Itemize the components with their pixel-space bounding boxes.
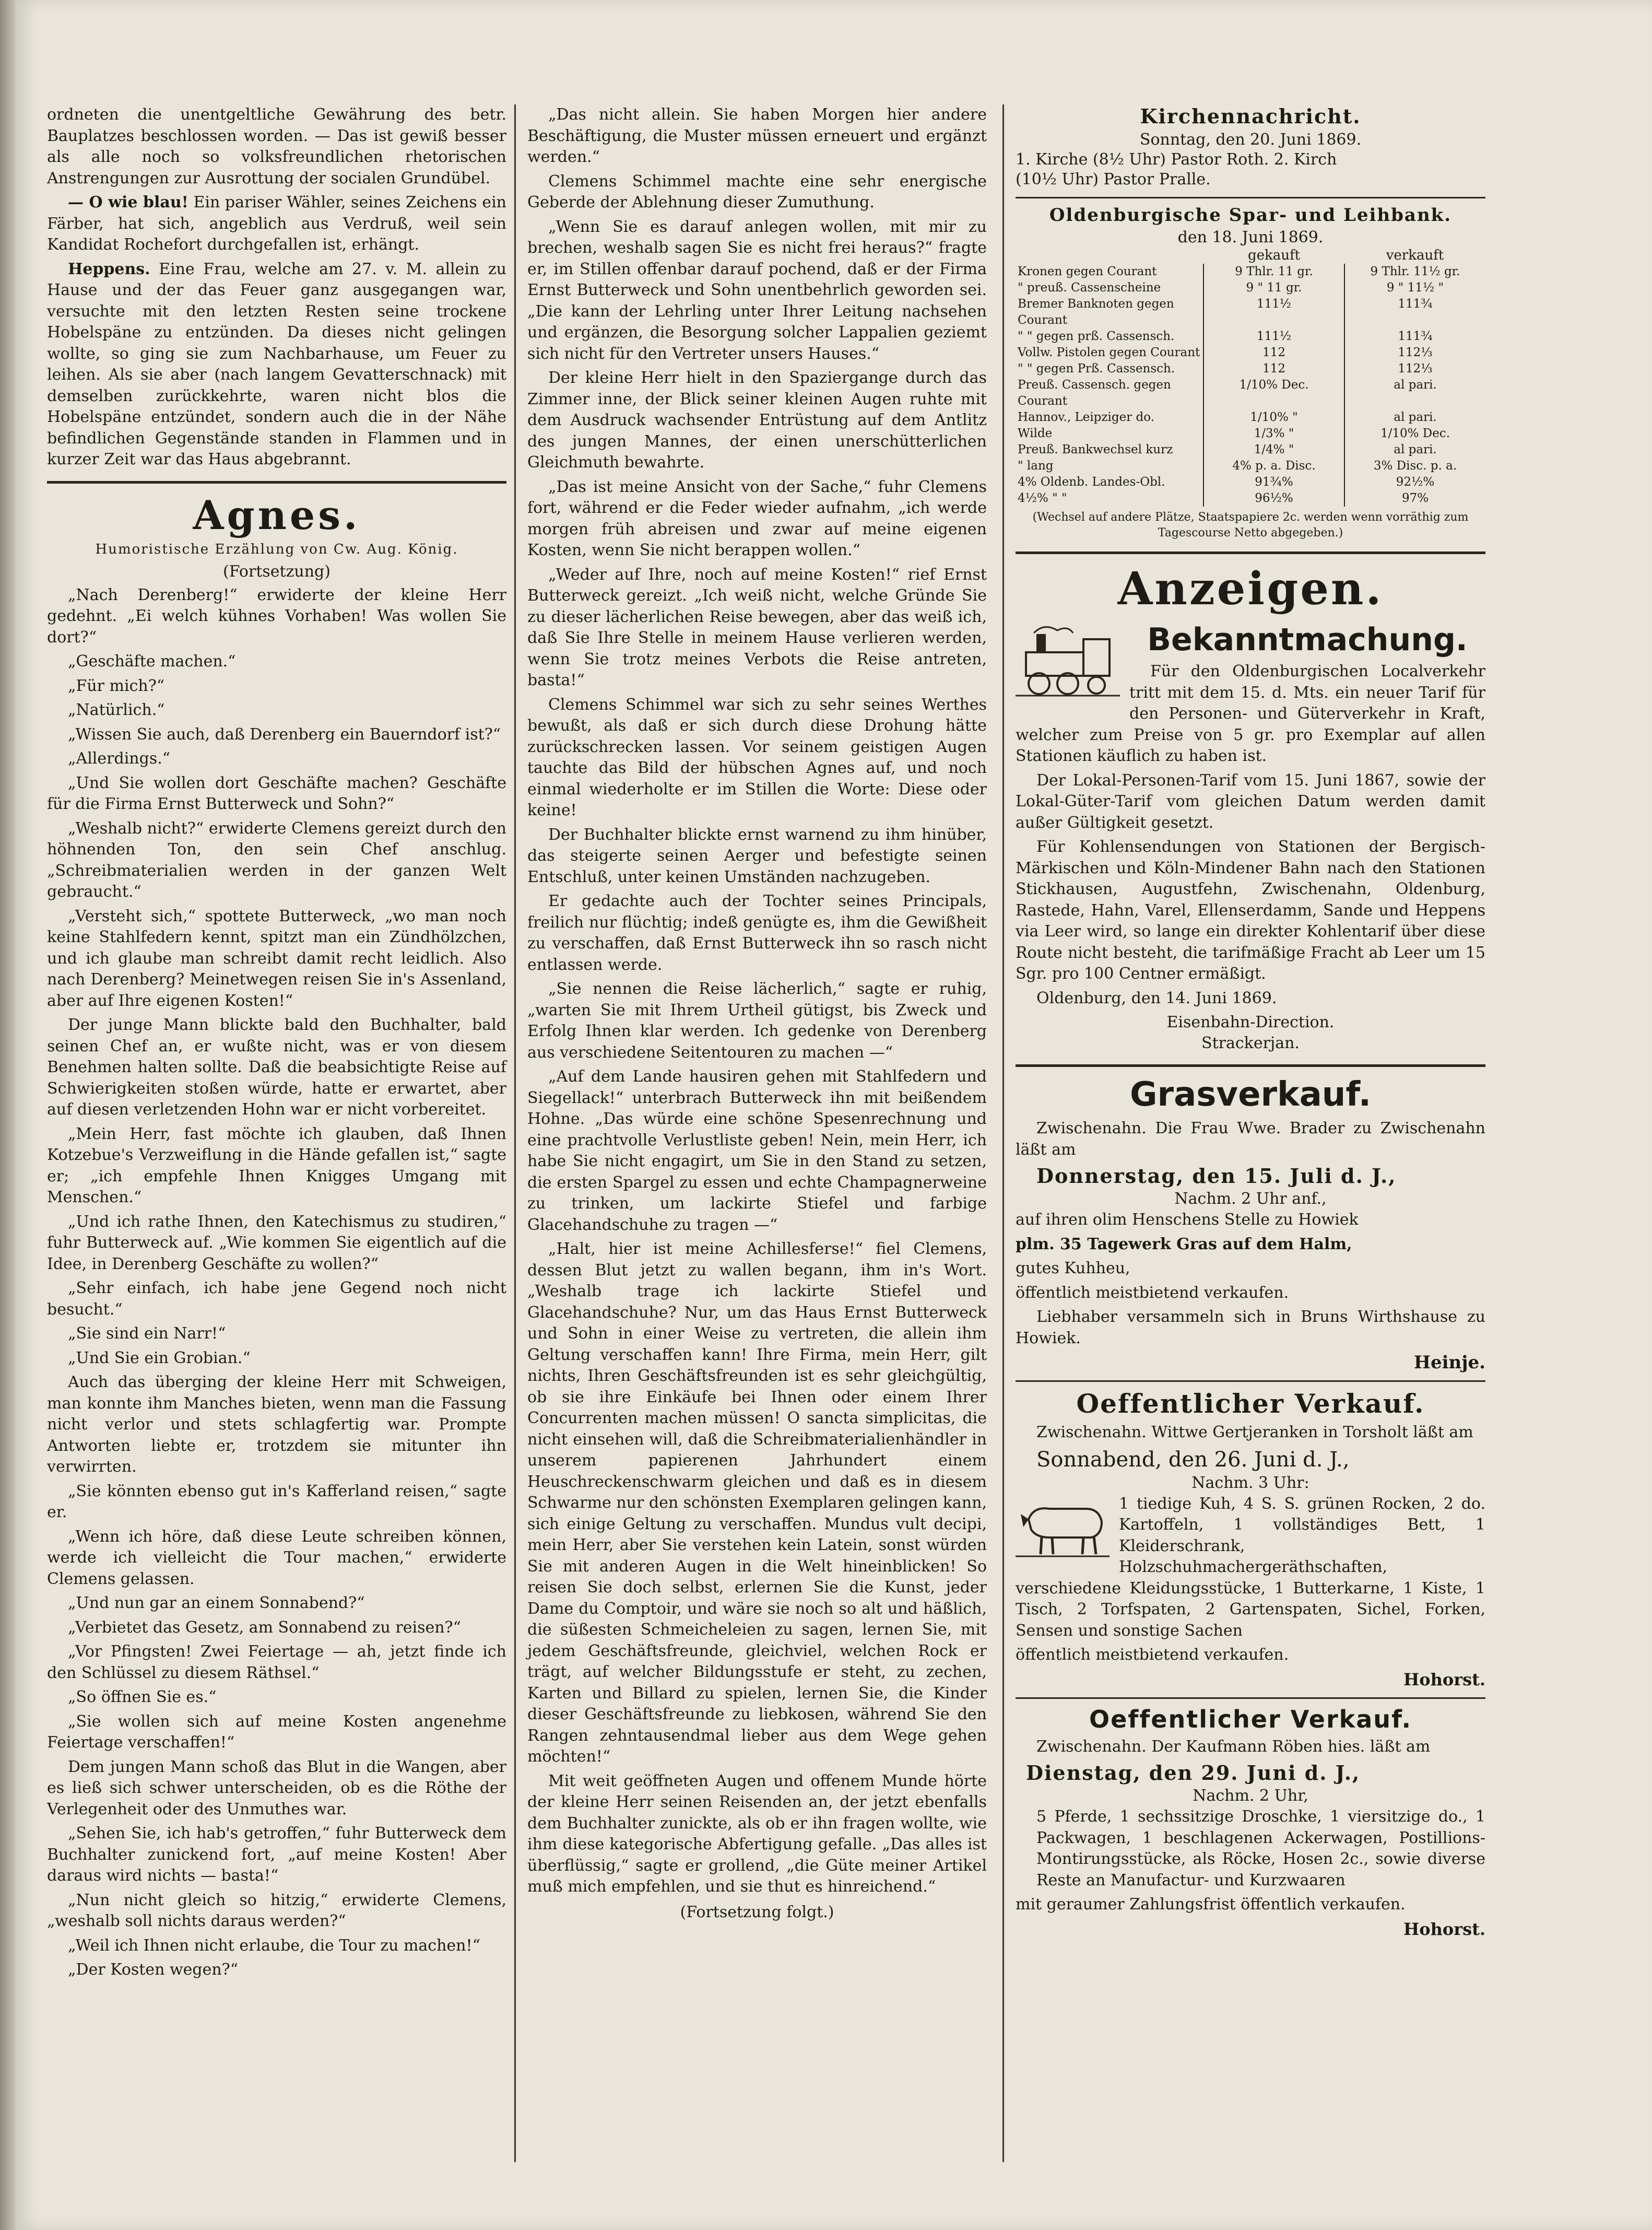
exchange-rate-table — [1016, 248, 1485, 507]
story-paragraph: „Und ich rathe Ihnen, den Katechismus zu studiren,“ fuhr Butterweck auf. „Wie kommen Sie eigentlich auf die Idee, in Derenberg Geschäfte zu wollen?“ — [47, 1212, 506, 1273]
exchange-rate-cell: " preuß. Cassenscheine — [1018, 281, 1161, 295]
story-paragraph: „Verbietet das Gesetz, am Sonnabend zu reisen?“ — [68, 1618, 461, 1637]
ad-text: plm. 35 Tagewerk Gras auf dem Halm, — [1016, 1235, 1352, 1253]
story-text — [527, 104, 987, 1898]
exchange-rate-cell: 9 " 11½ " — [1344, 280, 1485, 296]
news-text: Ein pariser Wähler, seines Zeichens ein Färber, hat sich, angeblich aus Verdruß, weil sein Kandidat Rochefort durchgefallen ist, erhängt. — [47, 193, 506, 254]
ad-time: Nachm. 3 Uhr: — [1191, 1473, 1309, 1492]
story-paragraph: Der kleine Herr hielt in den Spaziergange durch das Zimmer inne, der Blick seiner kleinen Augen ruhte mit dem Ausdruck wachsender Entrüstung auf dem Antlitz des jungen Mannes, der einen unerschütterlichen Gleichmuth bewahrte. — [527, 369, 987, 472]
ad-text: Liebhaber versammeln sich in Bruns Wirthshause zu Howiek. — [1016, 1308, 1485, 1347]
exchange-rate-row — [1016, 296, 1485, 328]
story-paragraph: „Wenn Sie es darauf anlegen wollen, mit mir zu brechen, weshalb sagen Sie es nicht frei heraus?“ fragte er, im Stillen offenbar darauf pochend, daß er der Firma Ernst Butterweck und Sohn unentbehrlich geworden sei. „Die kann der Lehrling unter Ihrer Leitung nachsehen und ergänzen, die Besorgung solcher Lappalien geziemt sich nicht für den Vertreter unsers Hauses.“ — [527, 217, 987, 363]
story-paragraph: „Sie wollen sich auf meine Kosten angenehme Feiertage verschaffen!“ — [47, 1712, 506, 1752]
story-paragraph: „Natürlich.“ — [68, 701, 165, 719]
story-paragraph: „Sie sind ein Narr!“ — [68, 1324, 226, 1343]
section-divider — [1016, 1064, 1485, 1067]
exchange-rate-cell: al pari. — [1344, 377, 1485, 409]
story-text — [47, 585, 506, 1981]
story-paragraph: „Und Sie wollen dort Geschäfte machen? Geschäfte für die Firma Ernst Butterweck und Sohn?“ — [47, 773, 506, 813]
ad-signature: Eisenbahn-Direction. — [1166, 1013, 1335, 1031]
ad-date: Donnerstag, den 15. Juli d. J., — [1036, 1164, 1397, 1188]
story-footer: (Fortsetzung folgt.) — [680, 1903, 834, 1921]
ad-text: 1 tiedige Kuh, 4 S. S. grünen Rocken, 2 do. Kartoffeln, 1 vollständiges Bett, 1 Kleiderschrank, Holzschuhmachergeräthschaften, verschiedene Kleidungsstücke, 1 Butterkarne, 1 Kiste, 1 Tisch, 2 Torfspaten, 2 Gartenspaten, Sichel, Forken, Sensen und sonstige Sachen — [1016, 1494, 1485, 1640]
ad-text: Für Kohlensendungen von Stationen der Bergisch-Märkischen und Köln-Mindener Bahn nach den Stationen Stickhausen, Augustfehn, Zwischenahn, Oldenburg, Rastede, Hahn, Varel, Ellenserdamm, Sande und Heppens via Leer wird, so lange ein direkter Kohlentarif über diese Route nicht besteht, die tarifmäßige Fracht ab Leer um 15 Sgr. pro 100 Centner ermäßigt. — [1016, 838, 1485, 983]
exchange-rate-row — [1016, 264, 1485, 280]
story-paragraph: Dem jungen Mann schoß das Blut in die Wangen, aber es ließ sich schwer unterscheiden, ob es die Röthe der Verlegenheit oder des Unmuthes war. — [47, 1757, 506, 1818]
exchange-rate-row — [1016, 474, 1485, 490]
ad-text: Zwischenahn. Die Frau Wwe. Brader zu Zwischenahn läßt am — [1016, 1119, 1485, 1159]
exchange-rate-cell: Bremer Banknoten gegen Courant — [1018, 297, 1174, 327]
exchange-rate-header — [1016, 248, 1203, 264]
exchange-rate-cell: Vollw. Pistolen gegen Courant — [1018, 346, 1200, 359]
story-paragraph: „Sehen Sie, ich hab's getroffen,“ fuhr Butterweck dem Buchhalter zunickend fort, „auf meine Kosten! Aber daraus wird nichts — basta!“ — [47, 1824, 506, 1885]
exchange-rate-cell: Preuß. Cassensch. gegen Courant — [1018, 378, 1171, 408]
ad-title: Grasverkauf. — [1129, 1075, 1372, 1114]
story-paragraph: „Sehr einfach, ich habe jene Gegend noch nicht besucht.“ — [47, 1279, 506, 1319]
story-paragraph: „Mein Herr, fast möchte ich glauben, daß Ihnen Kotzebue's Verzweiflung in die Hände gefallen ist,“ sagte er; „ich empfehle Ihnen Knigges Umgang mit Menschen.“ — [47, 1124, 506, 1206]
ad-text: öffentlich meistbietend verkaufen. — [1016, 1646, 1289, 1664]
exchange-rate-cell: Hannov., Leipziger do. — [1018, 410, 1154, 424]
locomotive-icon — [1016, 624, 1120, 704]
story-paragraph: „Nun nicht gleich so hitzig,“ erwiderte Clemens, „weshalb soll nichts daraus werden?“ — [47, 1891, 506, 1930]
exchange-rate-cell: " " gegen prß. Cassensch. — [1018, 330, 1175, 343]
bank-title: Oldenburgische Spar- und Leihbank. — [1049, 205, 1452, 226]
cow-icon — [1016, 1496, 1110, 1560]
exchange-rate-cell: 96½% — [1203, 490, 1344, 507]
section-divider — [1016, 551, 1485, 554]
exchange-rate-cell: Wilde — [1018, 427, 1053, 440]
exchange-rate-cell: 112⅓ — [1344, 361, 1485, 377]
exchange-rate-row — [1016, 409, 1485, 426]
exchange-rate-row — [1016, 442, 1485, 458]
story-paragraph: „Weder auf Ihre, noch auf meine Kosten!“ rief Ernst Butterweck gereizt. „Ich weiß nicht, welche Gründe Sie zu dieser lächerlichen Reise bewegen, aber das weiß ich, daß Sie Ihre Stelle in meinem Hause verlieren werden, wenn Sie trotz meines Verbots die Reise antreten, basta!“ — [527, 565, 987, 689]
exchange-rate-cell: 91¾% — [1203, 474, 1344, 490]
exchange-rate-cell: 4% Oldenb. Landes-Obl. — [1018, 475, 1165, 489]
ad-place-date: Oldenburg, den 14. Juni 1869. — [1036, 989, 1277, 1007]
exchange-rate-row — [1016, 280, 1485, 296]
exchange-rate-row — [1016, 490, 1485, 507]
bank-note: (Wechsel auf andere Plätze, Staatspapiere 2c. werden wenn vorräthig zum Tagescourse Netto abgegeben.) — [1032, 511, 1469, 539]
exchange-rate-cell: 1/4% " — [1203, 442, 1344, 458]
exchange-rate-cell: 9 " 11 gr. — [1203, 280, 1344, 296]
ad-text: Der Lokal-Personen-Tarif vom 15. Juni 1867, sowie der Lokal-Güter-Tarif vom gleichen Datum werden damit außer Gültigkeit gesetzt. — [1016, 771, 1485, 832]
ad-text: Zwischenahn. Wittwe Gertjeranken in Torsholt läßt am — [1036, 1423, 1473, 1441]
story-paragraph: „Wenn ich höre, daß diese Leute schreiben können, werde ich vielleicht die Tour machen,“ erwiderte Clemens gelassen. — [47, 1527, 506, 1588]
exchange-rate-row — [1016, 377, 1485, 409]
story-paragraph: „Weil ich Ihnen nicht erlaube, die Tour zu machen!“ — [68, 1936, 480, 1955]
story-paragraph: „Der Kosten wegen?“ — [68, 1961, 239, 1979]
church-notice-line: 1. Kirche (8½ Uhr) Pastor Roth. 2. Kirch — [1016, 150, 1337, 169]
exchange-rate-cell: al pari. — [1344, 442, 1485, 458]
exchange-rate-cell: " lang — [1018, 459, 1054, 473]
exchange-rate-cell: " " gegen Prß. Cassensch. — [1018, 362, 1175, 375]
story-paragraph: Clemens Schimmel war sich zu sehr seines Werthes bewußt, als daß er sich durch diese Drohung hätte zurückschrecken lassen. Vor seinem geistigen Augen tauchte das Bild der hübschen Agnes auf, und noch einmal wiederholte er im Stillen die Worte: Diese oder keine! — [527, 695, 987, 819]
church-notice-line: (10½ Uhr) Pastor Pralle. — [1016, 170, 1211, 189]
exchange-rate-cell: Preuß. Bankwechsel kurz — [1018, 443, 1173, 456]
news-text: ordneten die unentgeltliche Gewährung des betr. Bauplatzes beschlossen worden. — Das ist gewiß besser als alle noch so volksfreundlichen rhetorischen Anstrengungen zur Ausrottung der socialen Grundübel. — [47, 105, 506, 187]
column-rule — [514, 104, 516, 2162]
story-paragraph: „Und nun gar an einem Sonnabend?“ — [68, 1594, 365, 1612]
exchange-rate-cell: 97% — [1344, 490, 1485, 507]
news-text: Eine Frau, welche am 27. v. M. allein zu Hause und der das Feuer ganz ausgegangen war, versuchte mit den letzten Resten seine trockene Hobelspäne zu entzünden. Da dieses nicht gelingen wollte, so ging sie zum Nachbarhause, um Feuer zu leihen. Als sie aber (nach langem Gevatterschnack) mit demselben zurückkehrte, waren nicht blos die Hobelspäne entzündet, sondern auch die in der Nähe befindlichen Gegenstände standen in Flammen und in kurzer Zeit war das Haus abgebrannt. — [47, 260, 506, 468]
exchange-rate-cell: 111½ — [1203, 296, 1344, 328]
exchange-rate-header: verkauft — [1386, 248, 1444, 263]
ad-verkauf-2 — [1016, 1705, 1485, 1940]
exchange-rate-cell: 9 Thlr. 11 gr. — [1203, 264, 1344, 280]
story-paragraph: Mit weit geöffneten Augen und offenem Munde hörte der kleine Herr seinen Reisenden an, der jetzt ebenfalls dem Buchhalter zunickte, als ob er ihn fragen wollte, wie ihm diese kategorische Abfertigung gefalle. „Das alles ist überflüssig,“ sagte er grollend, „die Güte meiner Artikel muß mich empfehlen, und sie thut es hinreichend.“ — [527, 1771, 987, 1896]
story-paragraph: „Auf dem Lande hausiren gehen mit Stahlfedern und Siegellack!“ unterbrach Butterweck ihn mit beißendem Hohne. „Das würde eine schöne Spesenrechnung und eine prachtvolle Verlustliste geben! Nein, mein Herr, ich habe Sie nicht engagirt, um Sie in den Stand zu setzen, die ersten Spargel zu essen und echte Champagnerweine zu trinken, um lackirte Stiefel und farbige Glacehandschuhe zu tragen —“ — [527, 1067, 987, 1234]
ad-signature: Hohorst. — [1403, 1919, 1485, 1939]
exchange-rate-cell: 1/10% Dec. — [1203, 377, 1344, 409]
ads-title: Anzeigen. — [1117, 562, 1384, 615]
page-edge — [0, 0, 16, 2230]
column-3 — [1016, 104, 1485, 1940]
news-heading: — O wie blau! — [68, 193, 188, 212]
exchange-rate-cell: 1/10% Dec. — [1344, 426, 1485, 442]
section-divider — [1016, 197, 1485, 198]
exchange-rate-cell: 4% p. a. Disc. — [1203, 458, 1344, 474]
news-item — [47, 259, 506, 471]
section-divider — [1016, 1697, 1485, 1699]
story-paragraph: „Nach Derenberg!“ erwiderte der kleine Herr gedehnt. „Ei welch kühnes Vorhaben! Was wollen Sie dort?“ — [47, 585, 506, 647]
story-paragraph: Der junge Mann blickte bald den Buchhalter, bald seinen Chef an, er wußte nicht, was er von diesem Benehmen halten sollte. Daß die beabsichtigte Reise auf Schwierigkeiten stoßen würde, hatte er erwartet, aber auf diesen verletzenden Hohn war er nicht vorbereitet. — [47, 1016, 506, 1119]
story-paragraph: „So öffnen Sie es.“ — [68, 1688, 217, 1706]
story-paragraph: „Sie könnten ebenso gut in's Kafferland reisen,“ sagte er. — [47, 1482, 506, 1521]
news-item — [47, 192, 506, 256]
exchange-rate-cell: 4½% " " — [1018, 491, 1067, 505]
exchange-rate-cell: 112 — [1203, 345, 1344, 361]
ad-title: Oeffentlicher Verkauf. — [1076, 1388, 1425, 1419]
exchange-rate-row — [1016, 361, 1485, 377]
ad-signature: Strackerjan. — [1201, 1034, 1300, 1052]
exchange-rate-cell: 1/10% " — [1203, 409, 1344, 426]
exchange-rate-row — [1016, 345, 1485, 361]
news-heading: Heppens. — [68, 260, 150, 278]
ad-title: Oeffentlicher Verkauf. — [1089, 1705, 1412, 1733]
exchange-rate-header: gekauft — [1247, 248, 1301, 263]
ad-signature: Heinje. — [1413, 1352, 1485, 1373]
section-divider — [1016, 1380, 1485, 1382]
ad-text: 5 Pferde, 1 sechssitzige Droschke, 1 viersitzige do., 1 Packwagen, 1 beschlagenen Ackerwagen, Postillions-Montirungsstücke, als Röcke, Hosen 2c., sowie diverse Reste an Manufactur- und Kurzwaaren — [1036, 1808, 1485, 1889]
ad-text: auf ihren olim Henschens Stelle zu Howiek — [1016, 1211, 1359, 1229]
column-2 — [527, 104, 987, 1921]
story-paragraph: „Halt, hier ist meine Achillesferse!“ fiel Clemens, dessen Blut jetzt zu wallen begann, ihm in's Wort. „Weshalb trage ich lackirte Stiefel und Glacehandschuhe? Nur, um das Haus Ernst Butterweck und Sohn in einer Weise zu vertreten, die allein ihm Geltung verschaffen kann! Ihre Firma, mein Herr, gilt nichts, Ihren Geschäftsfreunden ist es sehr gleichgültig, ob sie ihre Einkäufe bei Ihnen oder einem Ihrer Concurrenten machen müssen! O sancta simplicitas, die nicht einsehen will, daß die Schreibmaterialienhändler in unserem papierenen Jahrhundert einem Heuschreckenschwarm gleichen und daß es in diesem Schwarme nur den schönsten Exemplaren gelingen kann, sich einige Geltung zu verschaffen. Mundus vult decipi, mein Herr, aber Sie verstehen kein Latein, sonst würden Sie mit anderen Augen in die Welt hineinblicken! So reisen Sie doch selbst, erlernen Sie die Kunst, jeder Dame du Comptoir, und wäre sie noch so alt und häßlich, die süßesten Schmeicheleien zu sagen, lernen Sie, mit jedem Geschäftsfreunde, gleichviel, welchen Rock er trägt, auf welcher Bildungsstufe er steht, zu zechen, Karten und Billard zu spielen, lernen Sie, die Kinder dieser Geschäftsfreunde zu liebkosen, während Sie den Rangen zehntausendmal lieber aus dem Wege gehen möchten!“ — [527, 1240, 987, 1766]
column-1 — [47, 104, 506, 1984]
exchange-rate-cell: 112⅓ — [1344, 345, 1485, 361]
story-paragraph: „Geschäfte machen.“ — [68, 652, 236, 671]
story-paragraph: Clemens Schimmel machte eine sehr energische Geberde der Ablehnung dieser Zumuthung. — [527, 172, 987, 212]
ad-title: Bekanntmachung. — [1147, 621, 1468, 658]
story-paragraph: „Sie nennen die Reise lächerlich,“ sagte er ruhig, „warten Sie mit Ihrem Urtheil gütigst, bis Zweck und Erfolg Ihnen klar werden. Ich gedenke von Derenberg aus verschiedene Seitentouren zu machen —“ — [527, 980, 987, 1062]
story-paragraph: „Das ist meine Ansicht von der Sache,“ fuhr Clemens fort, während er die Feder wieder aufnahm, „ich werde morgen früh abreisen und zwar auf meine eigenen Kosten, wenn Sie nicht berappen wollen.“ — [527, 477, 987, 559]
ad-date: Sonnabend, den 26. Juni d. J., — [1036, 1447, 1350, 1472]
story-paragraph: „Versteht sich,“ spottete Butterweck, „wo man noch keine Stahlfedern kennt, spitzt man ein Zündhölzchen, und ich glaube man schreibt damit recht leidlich. Also nach Derenberg? Meinetwegen reisen Sie in's Assenland, aber auf Ihre eigenen Kosten!“ — [47, 907, 506, 1010]
story-paragraph: „Allerdings.“ — [68, 749, 171, 768]
story-paragraph: „Vor Pfingsten! Zwei Feiertage — ah, jetzt finde ich den Schlüssel zu diesem Räthsel.“ — [47, 1642, 506, 1682]
exchange-rate-cell: 92½% — [1344, 474, 1485, 490]
church-notice-date: Sonntag, den 20. Juni 1869. — [1139, 131, 1362, 149]
ad-time: Nachm. 2 Uhr, — [1193, 1787, 1308, 1805]
exchange-rate-cell: Kronen gegen Courant — [1018, 265, 1157, 278]
exchange-rate-cell: 3% Disc. p. a. — [1344, 458, 1485, 474]
column-rule — [1002, 104, 1004, 2162]
ad-text: gutes Kuhheu, — [1016, 1259, 1130, 1277]
exchange-rate-row — [1016, 458, 1485, 474]
ad-time: Nachm. 2 Uhr anf., — [1174, 1190, 1327, 1208]
ad-text: öffentlich meistbietend verkaufen. — [1016, 1283, 1289, 1302]
exchange-rate-cell: 112 — [1203, 361, 1344, 377]
story-subtitle: Humoristische Erzählung von Cw. Aug. König. — [95, 541, 458, 557]
exchange-rate-cell: al pari. — [1344, 409, 1485, 426]
story-paragraph: Er gedachte auch der Tochter seines Principals, freilich nur flüchtig; indeß genügte es, ihm die Gewißheit zu verschaffen, daß Ernst Butterweck ihn so rasch nicht entlassen werde. — [527, 892, 987, 974]
story-continuation: (Fortsetzung) — [223, 562, 331, 581]
story-paragraph: „Weshalb nicht?“ erwiderte Clemens gereizt durch den höhnenden Ton, den sein Chef anschlug. „Schreibmaterialien werden in der ganzen Welt gebraucht.“ — [47, 819, 506, 901]
exchange-rate-cell: 111¾ — [1344, 296, 1485, 328]
story-paragraph: „Wissen Sie auch, daß Derenberg ein Bauerndorf ist?“ — [68, 725, 501, 744]
ad-date: Dienstag, den 29. Juni d. J., — [1026, 1761, 1361, 1785]
exchange-rate-row — [1016, 426, 1485, 442]
exchange-rate-cell: 9 Thlr. 11½ gr. — [1344, 264, 1485, 280]
ad-grasverkauf — [1016, 1075, 1485, 1373]
ad-text: Zwischenahn. Der Kaufmann Röben hies. läßt am — [1036, 1737, 1431, 1756]
story-paragraph: „Für mich?“ — [68, 676, 165, 695]
section-divider — [47, 481, 506, 484]
exchange-rate-cell: 111½ — [1203, 328, 1344, 345]
story-paragraph: „Und Sie ein Grobian.“ — [68, 1348, 251, 1367]
church-notice-title: Kirchennachricht. — [1140, 104, 1361, 128]
ad-text: Für den Oldenburgischen Localverkehr tritt mit dem 15. d. Mts. ein neuer Tarif für den Personen- und Güterverkehr in Kraft, welcher zum Preise von 5 gr. pro Exemplar auf allen Stationen käuflich zu haben ist. — [1016, 662, 1485, 765]
story-paragraph: Der Buchhalter blickte ernst warnend zu ihm hinüber, das steigerte seinen Aerger und befestigte seinen Entschluß, unter keinen Umständen nachzugeben. — [527, 825, 987, 886]
ad-text: mit geraumer Zahlungsfrist öffentlich verkaufen. — [1016, 1895, 1406, 1914]
bank-date: den 18. Juni 1869. — [1177, 228, 1324, 247]
ad-verkauf-1 — [1016, 1388, 1485, 1690]
exchange-rate-row — [1016, 328, 1485, 345]
story-paragraph: „Das nicht allein. Sie haben Morgen hier andere Beschäftigung, die Muster müssen erneuert und ergänzt werden.“ — [527, 105, 987, 166]
story-title: Agnes. — [193, 491, 361, 538]
ad-signature: Hohorst. — [1403, 1669, 1485, 1689]
exchange-rate-cell: 111¾ — [1344, 328, 1485, 345]
story-paragraph: Auch das überging der kleine Herr mit Schweigen, man konnte ihm Manches bieten, wenn man die Fassung nicht verlor und stets schlagfertig war. Prompte Antworten liebte er, trotzdem sie mitunter ihn verwirrten. — [47, 1373, 506, 1476]
exchange-rate-cell: 1/3% " — [1203, 426, 1344, 442]
ad-bekanntmachung — [1016, 621, 1485, 1054]
